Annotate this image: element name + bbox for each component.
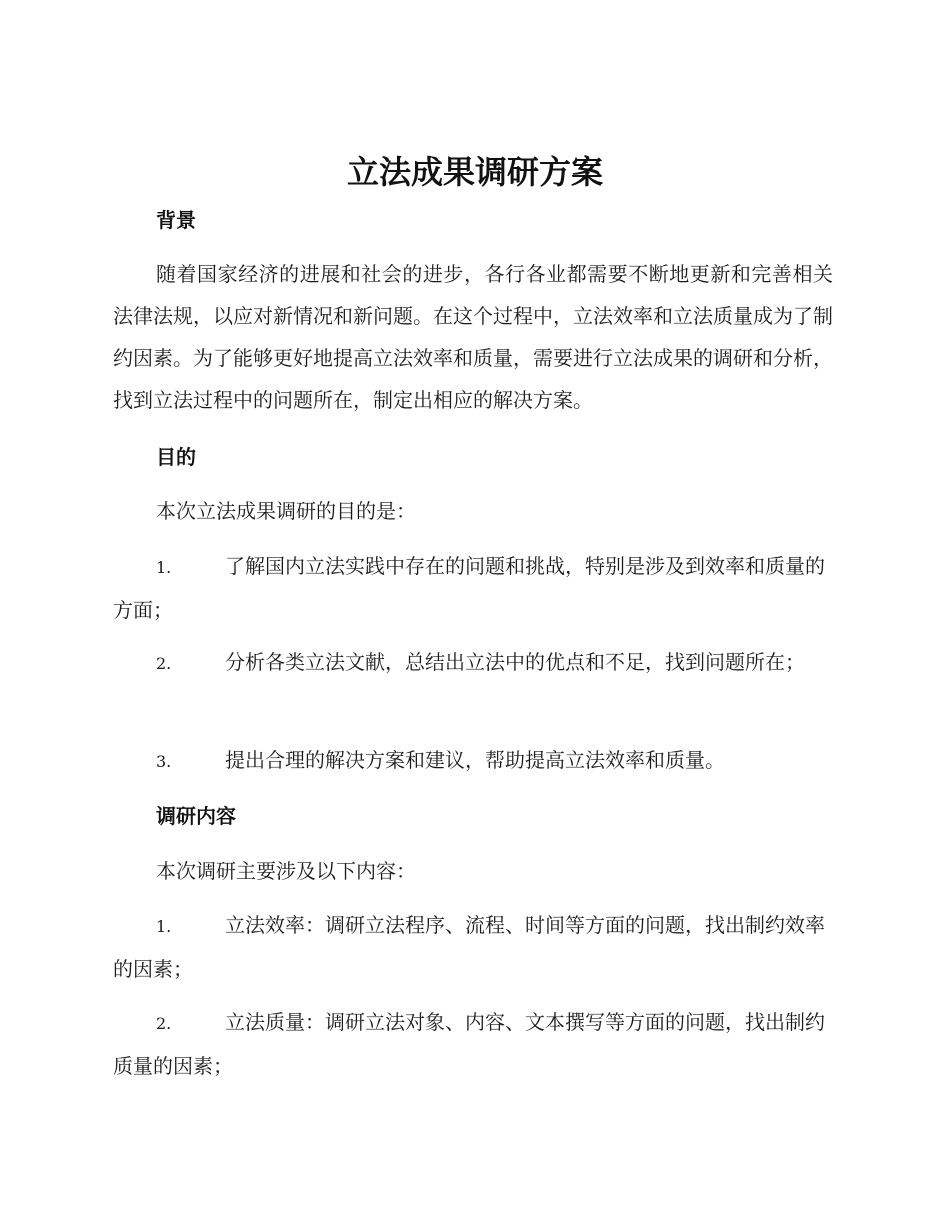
purpose-list-item [113, 739, 833, 783]
content-intro: 本次调研主要涉及以下内容： [156, 859, 416, 883]
purpose-list-item [113, 545, 833, 631]
section-heading-purpose: 目的 [156, 445, 196, 469]
list-number: 1. [156, 558, 172, 577]
purpose-intro: 本次立法成果调研的目的是： [156, 499, 416, 523]
list-item-text: 提出合理的解决方案和建议，帮助提高立法效率和质量。 [225, 748, 725, 772]
purpose-list-item [113, 641, 833, 685]
list-item-text: 分析各类立法文献，总结出立法中的优点和不足，找到问题所在； [225, 650, 805, 674]
list-number: 1. [156, 917, 172, 936]
list-item-text: 立法质量：调研立法对象、内容、文本撰写等方面的问题，找出制约质量的因素； [113, 1010, 825, 1078]
background-paragraph: 随着国家经济的进展和社会的进步，各行各业都需要不断地更新和完善相关法律法规，以应对新情况和新问题。在这个过程中，立法效率和立法质量成为了制约因素。为了能够更好地提高立法效率和质量，需要进行立法成果的调研和分析，找到立法过程中的问题所在，制定出相应的解决方案。 [113, 262, 833, 412]
list-item-text: 立法效率：调研立法程序、流程、时间等方面的问题，找出制约效率的因素； [113, 913, 825, 981]
list-item-text: 了解国内立法实践中存在的问题和挑战，特别是涉及到效率和质量的方面； [113, 554, 825, 622]
list-number: 3. [156, 752, 172, 771]
content-list-item [113, 904, 833, 990]
document-title: 立法成果调研方案 [346, 153, 603, 191]
list-number: 2. [156, 654, 172, 673]
section-heading-content: 调研内容 [156, 804, 236, 828]
content-list-item [113, 1001, 833, 1087]
list-number: 2. [156, 1014, 172, 1033]
section-heading-background: 背景 [156, 208, 196, 232]
